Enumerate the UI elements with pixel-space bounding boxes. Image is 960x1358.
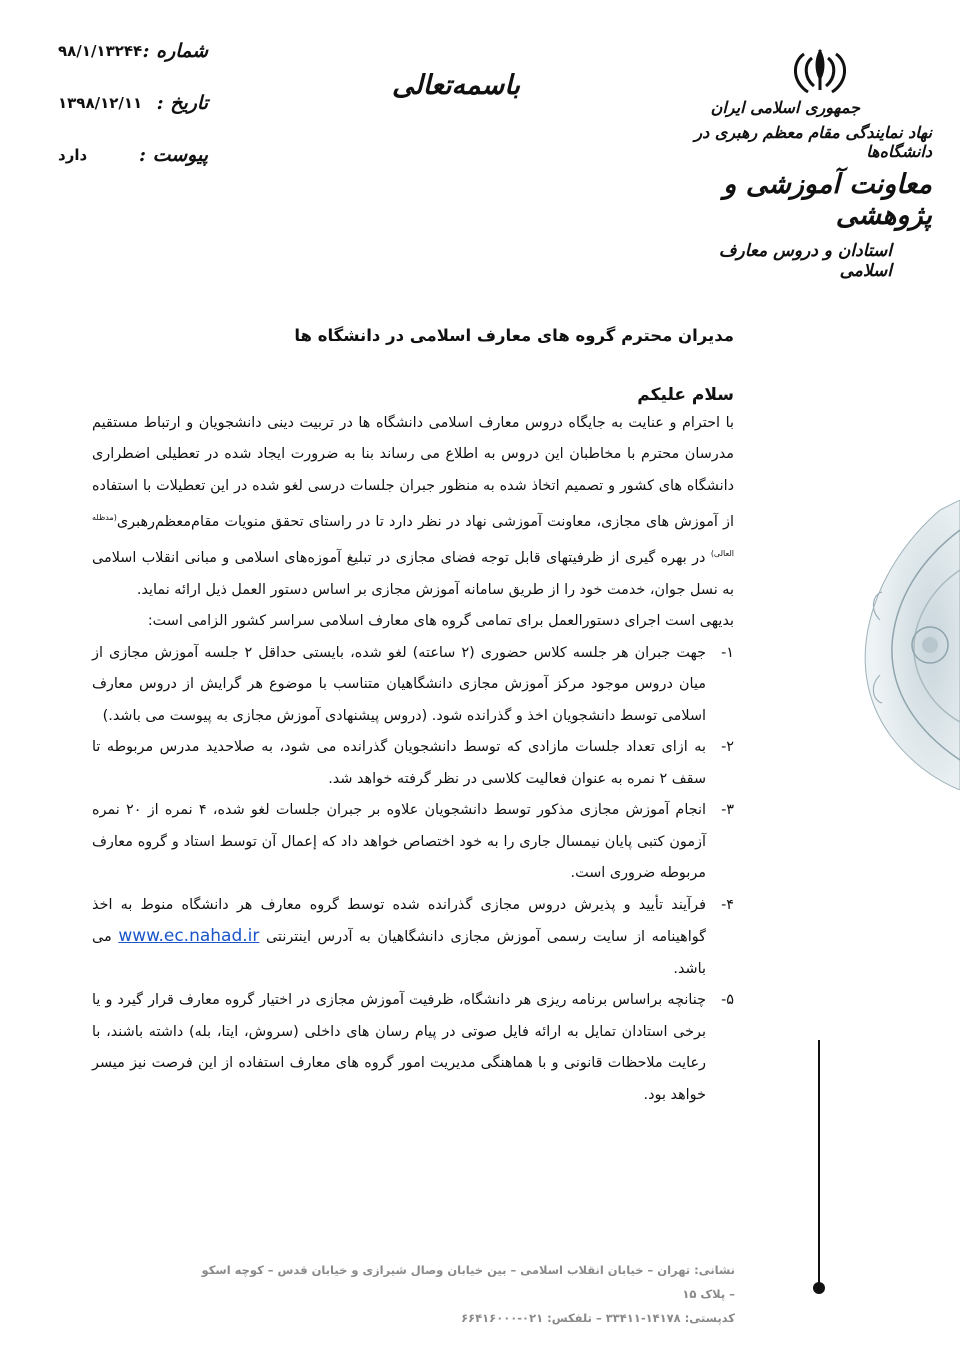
list-item — [92, 795, 734, 890]
date-value: ۱۳۹۸/۱۲/۱۱ — [58, 94, 143, 112]
intro-part-1: با احترام و عنایت به جایگاه دروس معارف اسلامی دانشگاه ها در تربیت دینی دانشجویان و ارتباط مستقیم مدرسان محترم با مخاطبان این دروس به اطلاع می رساند بنا به ضرورت ایجاد شده در تعطیلی اضطراری دانشگاه های کشور و تصمیم اتخاذ شده به منظور جبران جلسات درسی لغو شده در این تعطیلات با استفاده از آموزش های مجازی، معاونت آموزشی نهاد در نظر دارد تا در راستای تحقق منویات مقام‌معظم‌رهبری — [92, 414, 734, 530]
date-label: تاریخ : — [156, 92, 208, 114]
instruction-list — [92, 638, 734, 1112]
item-number: ۵- — [721, 992, 734, 1009]
item-text-after: می باشد. — [92, 929, 706, 977]
ornament-line — [818, 1040, 820, 1290]
number-row — [58, 40, 208, 92]
ornament-dot — [813, 1282, 825, 1294]
intro-superscript: (مدظله العالی) — [92, 513, 734, 559]
org-line-department: استادان و دروس معارف اسلامی — [718, 241, 892, 281]
number-label: شماره : — [142, 40, 208, 62]
attachment-row — [58, 144, 208, 196]
number-value: ۹۸/۱/۱۳۲۴۴ — [58, 42, 143, 60]
item-text: جهت جبران هر جلسه کلاس حضوری (۲ ساعته) لغو شده، بایستی حداقل ۲ جلسه آموزش مجازی از میان دروس موجود مرکز آموزش مجازی دانشگاهیان متناسب با موضوع هر گرایش از دروس معارف اسلامی توسط دانشجویان اخذ و گذرانده شود. (دروس پیشنهادی آموزش مجازی به پیوست می باشد.) — [92, 644, 706, 724]
intro-paragraph — [92, 408, 734, 607]
list-item — [92, 890, 734, 986]
item-number: ۴- — [721, 896, 734, 913]
org-line-country: جمهوری اسلامی ایران — [710, 98, 860, 117]
attachment-label: پیوست : — [138, 144, 208, 166]
recipient-heading: مدیران محترم گروه های معارف اسلامی در دانشگاه ها — [294, 326, 734, 345]
bismillah-heading: باسمه‌تعالی — [392, 70, 520, 101]
letter-footer — [200, 1258, 735, 1330]
letter-body — [92, 320, 734, 1111]
footer-address: نشانی: تهران – خیابان انقلاب اسلامی – بین خیابان وصال شیرازی و خیابان قدس – کوچه اسکو – پلاک ۱۵ — [201, 1263, 735, 1301]
attachment-value: دارد — [58, 146, 88, 164]
org-line-deputy: معاونت آموزشی و پژوهشی — [723, 169, 932, 231]
organization-block — [672, 98, 932, 281]
list-item — [92, 638, 734, 733]
org-line-office: نهاد نمایندگی مقام معظم رهبری در دانشگاه‌ها — [694, 123, 932, 161]
date-row — [58, 92, 208, 144]
letter-meta — [58, 40, 208, 196]
item-text: چنانچه براساس برنامه ریزی هر دانشگاه، ظرفیت آموزش مجازی در اختیار گروه معارف قرار گیرد و یا برخی استادان تمایل به ارائه فایل صوتی در پیام رسان های داخلی (سروش، ایتا، بله) داشته باشند، با رعایت ملاحظات قانونی و با هماهنگی مدیریت امور گروه های معارف استفاده از این فرصت نیز میسر خواهد بود. — [92, 992, 706, 1103]
item-number: ۳- — [721, 802, 734, 819]
footer-postal: کدپستی: ۱۴۱۷۸-۳۳۴۱۱ – تلفکس: ۰۲۱-۶۶۴۱۶۰۰۰ — [461, 1311, 735, 1325]
item-number: ۲- — [721, 739, 734, 756]
decorative-ornament-icon — [810, 500, 960, 790]
item-text: انجام آموزش مجازی مذکور توسط دانشجویان علاوه بر جبران جلسات لغو شده، ۴ نمره از ۲۰ نمره آزمون کتبی پایان نیمسال جاری را به خود اختصاص خواهد داد که إعمال آن توسط استاد و گروه معارف مربوطه ضروری است. — [92, 802, 706, 882]
intro-part-2: در بهره گیری از ظرفیتهای قابل توجه فضای مجازی در تبلیغ آموزه‌های اسلامی و مبانی انقلاب اسلامی به نسل جوان، خدمت خود را از طریق سامانه آموزش مجازی بر اساس دستور العمل ذیل ارائه نماید. — [92, 550, 734, 598]
lead-sentence: بدیهی است اجرای دستورالعمل برای تمامی گروه های معارف اسلامی سراسر کشور الزامی است: — [147, 613, 734, 630]
list-item — [92, 732, 734, 795]
list-item — [92, 985, 734, 1111]
greeting: سلام علیکم — [637, 384, 734, 405]
item-text: فرآیند تأیید و پذیرش دروس مجازی گذرانده شده توسط گروه معارف هر دانشگاه منوط به اخذ گواهینامه از سایت رسمی آموزش مجازی دانشگاهیان به آدرس اینترنتی — [92, 896, 706, 946]
website-link[interactable]: www.ec.nahad.ir — [118, 926, 260, 947]
iran-emblem-icon — [790, 48, 850, 96]
item-text: به ازای تعداد جلسات مازادی که توسط دانشجویان گذرانده می شود، به صلاحدید مدرس مربوطه تا سقف ۲ نمره به عنوان فعالیت کلاسی در نظر گرفته خواهد شد. — [92, 739, 706, 787]
item-number: ۱- — [721, 644, 734, 661]
